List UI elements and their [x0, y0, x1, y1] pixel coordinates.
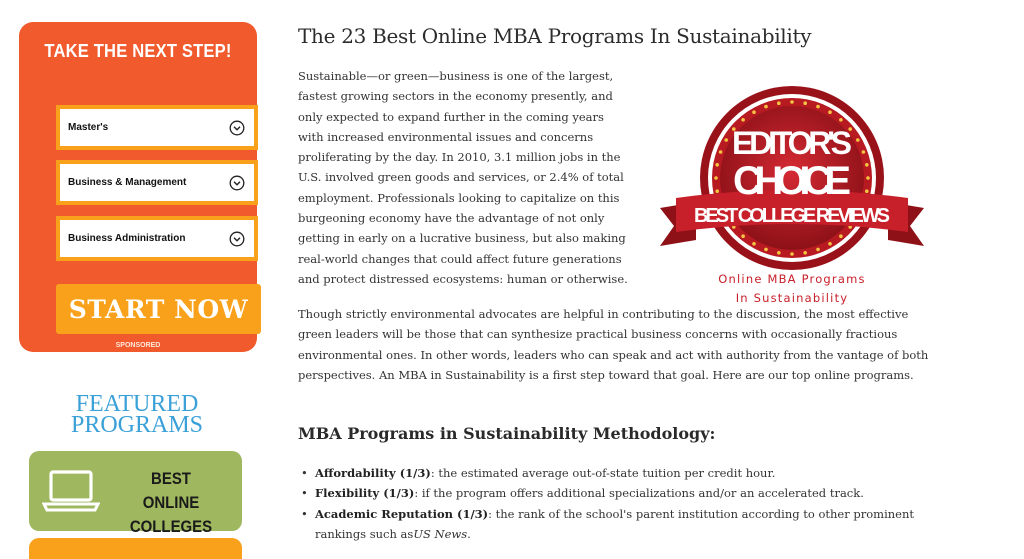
badge-dot: [803, 101, 807, 105]
criterion-text: : if the program offers additional specializations and/or an accelerated track.: [414, 486, 864, 501]
criterion-text: : the estimated average out-of-state tuition per credit hour.: [430, 466, 776, 480]
badge-dot: [865, 163, 869, 167]
chevron-down-icon: [229, 231, 245, 247]
featured-program-link[interactable]: [29, 538, 242, 559]
badge-dot: [816, 105, 820, 109]
program-value: Business Administration: [68, 233, 186, 244]
criterion-term: Academic Reputation (1/3): [315, 506, 489, 521]
featured-programs-heading: [28, 391, 246, 438]
badge-dot: [714, 176, 718, 180]
featured-line-2: PROGRAMS: [70, 412, 204, 438]
badge-dot: [856, 138, 860, 142]
degree-level-value: Master's: [68, 122, 109, 133]
criterion-text: : the rank of the school's parent institution according to other prominent rankings such as: [315, 506, 914, 541]
badge-dot: [828, 110, 832, 114]
badge-dot: [752, 110, 756, 114]
criterion-term: Flexibility (1/3): [315, 486, 415, 501]
badge-dot: [862, 150, 866, 154]
badge-dot: [715, 163, 719, 167]
subject-select[interactable]: [56, 160, 258, 205]
badge-dot: [839, 118, 843, 122]
badge-dot: [828, 242, 832, 246]
badge-line-1: EDITOR'S: [732, 125, 852, 161]
badge-dot: [752, 242, 756, 246]
list-item: • Academic Reputation (1/3): the rank of the school's parent institution according to other prominent rankings such asUS News.: [301, 506, 914, 541]
page-title: The 23 Best Online MBA Programs In Sustainability: [298, 24, 812, 48]
badge-line-2: CHOICE: [733, 159, 851, 203]
badge-dot: [741, 118, 745, 122]
laptop-icon: [42, 469, 100, 513]
badge-dot: [724, 138, 728, 142]
badge-ribbon-text: BEST COLLEGE REVIEWS: [694, 205, 890, 227]
subject-value: Business & Management: [68, 177, 187, 188]
methodology-list: [298, 463, 918, 544]
badge-dot: [719, 150, 723, 154]
criterion-term: Affordability (1/3): [315, 466, 431, 480]
badge-dot: [777, 101, 781, 105]
badge-dot: [839, 234, 843, 238]
badge-caption-line-2: In Sustainability: [735, 291, 849, 305]
program-label: [121, 467, 221, 539]
badge-dot: [816, 248, 820, 252]
program-label-line-2: COLLEGES: [129, 517, 213, 536]
program-select[interactable]: [56, 216, 258, 261]
badge-dot: [866, 176, 870, 180]
cta-title: TAKE THE NEXT STEP!: [44, 41, 232, 61]
badge-dot: [777, 251, 781, 255]
badge-dot: [764, 248, 768, 252]
list-item: • Flexibility (1/3): if the program offers additional specializations and/or an accelerated track.: [301, 486, 864, 501]
best-online-colleges-link[interactable]: [29, 451, 242, 536]
degree-level-select[interactable]: [56, 105, 258, 150]
intro-paragraph: Sustainable—or green—business is one of the largest, fastest growing sectors in the economy presently, and only expected to expand further in the coming years with increased environmental issues and concerns proliferating by the day. In 2010, 3.1 million jobs in the U.S. involved green goods and services, or 2.4% of total employment. Professionals looking to capitalize on this burgeoning economy have the advantage of not only getting in early on a lucrative business, but also making real-world changes that could affect future generations and protect distressed ecosystems: human or otherwise.: [298, 69, 628, 286]
second-paragraph: Though strictly environmental advocates are helpful in contributing to the discussion, the most effective green leaders will be those that can synthesize practical business concerns with occasionally fractious environmental ones. In other words, leaders who can speak and act with authority from the vantage of both perspectives. An MBA in Sustainability is a first step toward that goal. Here are our top online programs.: [298, 307, 929, 382]
start-now-button[interactable]: START NOW: [56, 284, 261, 334]
badge-dot: [764, 105, 768, 109]
badge-dot: [790, 100, 794, 104]
methodology-heading: MBA Programs in Sustainability Methodology:: [298, 424, 716, 443]
badge-dot: [803, 251, 807, 255]
us-news-link[interactable]: US News: [413, 526, 468, 541]
badge-dot: [790, 252, 794, 256]
chevron-down-icon: [229, 120, 245, 136]
sponsored-label: SPONSORED: [115, 342, 161, 349]
program-label-line-1: BEST ONLINE: [142, 469, 200, 512]
featured-line-1: FEATURED: [75, 391, 199, 417]
badge-caption-line-1: Online MBA Programs: [718, 272, 866, 286]
list-item: • Affordability (1/3): the estimated average out-of-state tuition per credit hour.: [301, 466, 776, 480]
badge-dot: [741, 234, 745, 238]
badge-caption: [646, 270, 938, 308]
badge-dot: [865, 189, 869, 193]
chevron-down-icon: [229, 175, 245, 191]
criterion-end: .: [467, 526, 471, 541]
next-step-panel: [19, 22, 257, 352]
badge-dot: [715, 189, 719, 193]
